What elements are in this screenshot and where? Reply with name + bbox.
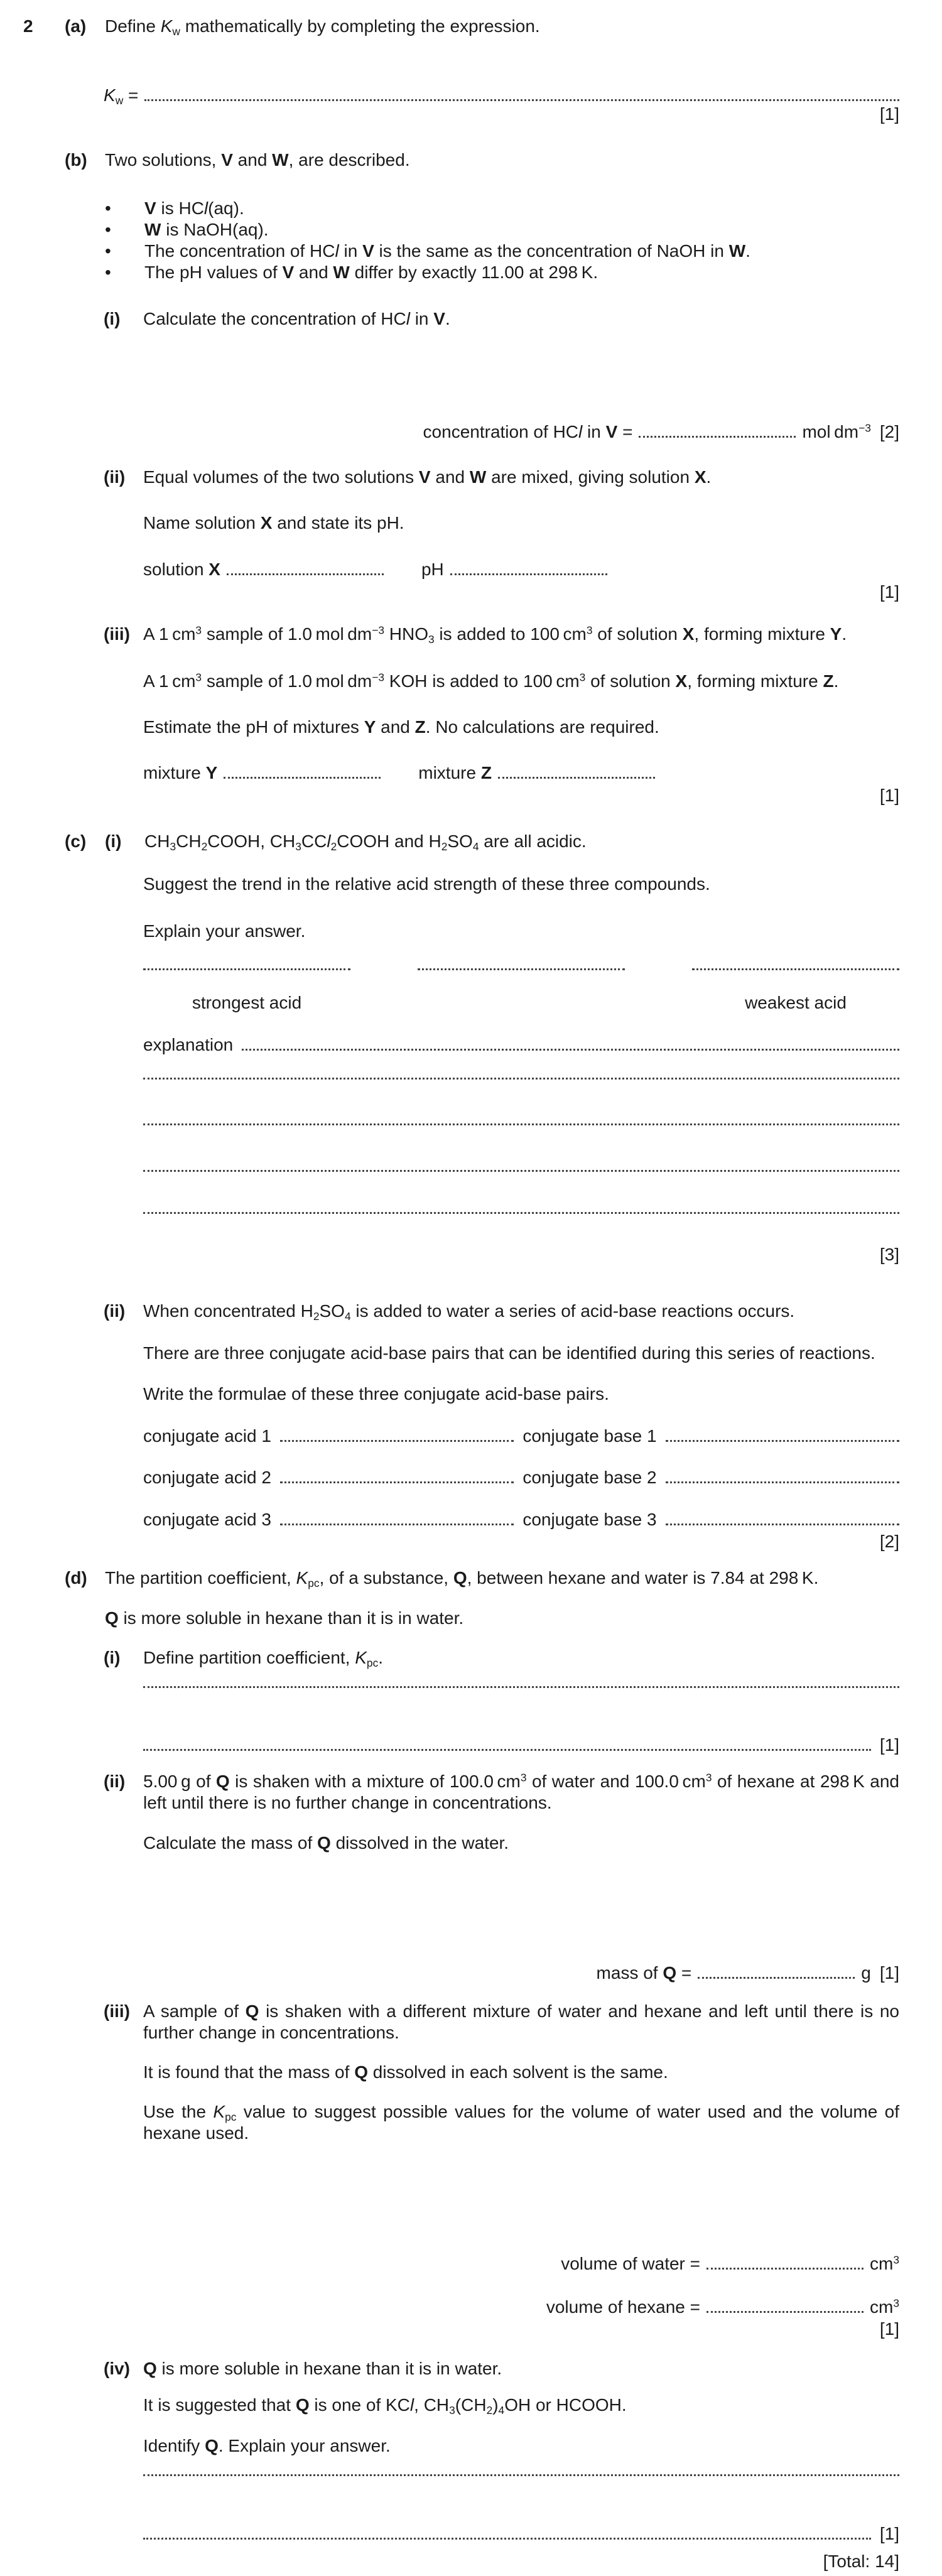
bullet-text: The concentration of HCl in V is the same as the concentration of NaOH in W. bbox=[144, 241, 750, 261]
mixture-answer-row bbox=[143, 762, 655, 784]
part-d-iv-line3-row bbox=[143, 2435, 391, 2457]
answer-dotted-line bbox=[498, 777, 655, 779]
answer-dotted-line bbox=[143, 1686, 899, 1688]
total-marks-row bbox=[823, 2551, 899, 2572]
answer-line-row bbox=[143, 1170, 899, 1171]
answer-dotted-line bbox=[224, 777, 381, 779]
part-c-i-compounds-row bbox=[65, 831, 587, 852]
part-c-i-prompt2: Explain your answer. bbox=[143, 921, 306, 941]
answer-dotted-line bbox=[143, 1078, 899, 1080]
explanation-row bbox=[143, 1034, 899, 1056]
answer-dotted-line bbox=[692, 968, 899, 970]
conjugate-pair-row bbox=[143, 1467, 899, 1488]
water-volume-prefix: volume of water = bbox=[561, 2254, 701, 2273]
part-d-iii-found: It is found that the mass of Q dissolved in each solvent is the same. bbox=[143, 2062, 668, 2082]
part-d-label: (d) bbox=[65, 1568, 87, 1588]
conjugate-base-label: conjugate base 2 bbox=[522, 1468, 657, 1487]
conjugate-acid-label: conjugate acid 2 bbox=[143, 1468, 271, 1487]
part-b-i-prompt: Calculate the concentration of HCl in V. bbox=[143, 309, 450, 328]
marks-row bbox=[880, 1531, 899, 1552]
answer-dotted-line bbox=[666, 1481, 899, 1483]
part-b-ii-prompt: Equal volumes of the two solutions V and W are mixed, giving solution X. bbox=[143, 467, 712, 487]
water-volume-answer-row bbox=[561, 2253, 899, 2275]
bullet-icon: • bbox=[105, 198, 111, 218]
answer-dotted-line bbox=[450, 573, 607, 575]
answer-line-row bbox=[143, 1686, 899, 1687]
part-d-ii-prompt: Calculate the mass of Q dissolved in the water. bbox=[143, 1833, 509, 1853]
marks-badge: [1] bbox=[879, 2319, 899, 2339]
answer-dotted-line bbox=[280, 1440, 514, 1442]
strongest-acid-label: strongest acid bbox=[192, 993, 302, 1012]
hexane-volume-unit: $cm^3$ bbox=[870, 2297, 899, 2317]
part-b-intro-row bbox=[65, 149, 410, 171]
water-volume-unit: $cm^3$ bbox=[870, 2253, 899, 2273]
part-b-i-label: (i) bbox=[104, 309, 121, 328]
part-b-iii-line1-row bbox=[104, 624, 847, 645]
part-d-iv-label: (iv) bbox=[104, 2359, 130, 2378]
mass-answer-unit: g bbox=[861, 1963, 871, 1983]
answer-dotted-line bbox=[144, 99, 899, 101]
bullet-text: The pH values of V and W differ by exactly 11.00 at 298 K. bbox=[144, 262, 598, 282]
conjugate-pair-row bbox=[143, 1426, 899, 1447]
bullet-icon: • bbox=[105, 241, 111, 261]
part-b-intro: Two solutions, V and W, are described. bbox=[105, 150, 410, 170]
answer-line-row bbox=[143, 2474, 899, 2476]
part-d-i-prompt-row bbox=[104, 1647, 383, 1669]
part-b-iii-label: (iii) bbox=[104, 624, 130, 644]
conjugate-pair-row bbox=[143, 1509, 899, 1530]
part-b-iii-prompt-row bbox=[143, 717, 659, 738]
marks-badge: [1] bbox=[879, 582, 899, 602]
bullet-item bbox=[105, 262, 598, 283]
part-d-iv-line1-row bbox=[104, 2358, 502, 2379]
bullet-text: W is NaOH(aq). bbox=[144, 220, 269, 239]
answer-dotted-line bbox=[706, 2311, 864, 2313]
part-d-ii-para-row bbox=[104, 1771, 899, 1814]
part-b-iii-line2-row bbox=[143, 671, 838, 692]
mass-answer-prefix: mass of Q = bbox=[596, 1963, 692, 1983]
part-c-i-label: (i) bbox=[105, 831, 122, 851]
part-d-iv-line1: Q is more soluble in hexane than it is in water. bbox=[143, 2359, 502, 2378]
part-c-i-prompt: Suggest the trend in the relative acid strength of these three compounds. bbox=[143, 874, 710, 894]
bullet-item bbox=[105, 219, 269, 241]
marks-badge: [1] bbox=[879, 104, 899, 124]
concentration-answer-prefix: concentration of HCl in V = bbox=[423, 422, 633, 441]
marks-badge: [1] bbox=[879, 786, 899, 805]
part-c-ii-line2: There are three conjugate acid-base pairs that can be identified during this series of reactions. bbox=[143, 1343, 875, 1363]
answer-line-marks-row bbox=[143, 2523, 899, 2545]
bullet-icon: • bbox=[105, 262, 111, 282]
answer-dotted-line bbox=[639, 436, 796, 438]
part-c-label: (c) bbox=[65, 831, 87, 851]
part-c-i-prompt2-row bbox=[143, 921, 305, 942]
answer-dotted-line bbox=[143, 1123, 899, 1125]
question-number: 2 bbox=[23, 16, 33, 36]
answer-dotted-line bbox=[418, 968, 625, 970]
total-marks-label: [Total: 14] bbox=[823, 2552, 899, 2571]
part-d-iii-para: A sample of Q is shaken with a different mixture of water and hexane and left until there is no further change in concentrations. bbox=[143, 2001, 899, 2042]
part-b-ii-label: (ii) bbox=[104, 467, 126, 487]
marks-badge: [1] bbox=[879, 1963, 899, 1983]
answer-line-marks-row bbox=[143, 1734, 899, 1756]
marks-badge: [2] bbox=[879, 1532, 899, 1551]
bullet-icon: • bbox=[105, 220, 111, 239]
bullet-item bbox=[105, 198, 244, 219]
part-b-i-prompt-row bbox=[104, 308, 450, 330]
mixture-z-label: mixture Z bbox=[418, 763, 492, 782]
part-b-iii-line1: A 1 $cm^3$ sample of 1.0 mol $dm^{-3}$ $HNO_3$ is added to 100 $cm^3$ of solution X, forming mixture Y. bbox=[143, 624, 847, 646]
part-b-ii-prompt-row bbox=[104, 467, 711, 488]
hexane-volume-prefix: volume of hexane = bbox=[546, 2297, 701, 2317]
answer-dotted-line bbox=[143, 1170, 899, 1172]
marks-badge: [2] bbox=[879, 422, 899, 441]
part-a-prompt: Define $K_w$ mathematically by completing the expression. bbox=[105, 16, 540, 38]
kw-answer-label: $K_w$ = bbox=[104, 85, 139, 107]
part-d-ii-para: 5.00 g of Q is shaken with a mixture of 100.0 $cm^3$ of water and 100.0 $cm^3$ of hexane at 298 K and left until there is no further change in concentrations. bbox=[143, 1771, 899, 1812]
part-b-ii-prompt2-row bbox=[143, 512, 404, 534]
marks-badge: [1] bbox=[879, 2524, 899, 2543]
answer-dotted-line bbox=[143, 968, 350, 970]
answer-dotted-line bbox=[143, 2474, 899, 2476]
concentration-answer-unit: mol $dm^{-3}$ bbox=[802, 421, 871, 441]
answer-dotted-line bbox=[698, 1977, 855, 1979]
part-b-iii-line2: A 1 $cm^3$ sample of 1.0 mol $dm^{-3}$ KOH is added to 100 $cm^3$ of solution X, forming mixture Z. bbox=[143, 671, 839, 691]
part-d-intro2: Q is more soluble in hexane than it is in water. bbox=[105, 1608, 464, 1628]
answer-line-row bbox=[143, 1212, 899, 1213]
part-d-iii-label: (iii) bbox=[104, 2001, 130, 2021]
part-d-iv-line2: It is suggested that Q is one of KCl, $CH_3(CH_2)_4OH$ or HCOOH. bbox=[143, 2395, 627, 2416]
answer-dotted-line bbox=[666, 1440, 899, 1442]
marks-badge: [3] bbox=[879, 1245, 899, 1264]
answer-dotted-line bbox=[280, 1481, 514, 1483]
part-c-ii-prompt-row bbox=[143, 1383, 609, 1405]
weakest-acid-label: weakest acid bbox=[745, 993, 847, 1012]
marks-row bbox=[880, 582, 899, 603]
answer-dotted-line bbox=[706, 2268, 864, 2270]
bullet-text: V is HCl(aq). bbox=[144, 198, 244, 218]
part-d-intro2-row bbox=[105, 1608, 463, 1629]
conjugate-base-label: conjugate base 1 bbox=[522, 1426, 657, 1446]
mass-answer-row bbox=[597, 1962, 899, 1984]
answer-dotted-line bbox=[227, 573, 384, 575]
part-a-label: (a) bbox=[65, 16, 87, 36]
marks-row bbox=[880, 104, 899, 125]
part-d-iii-found-row bbox=[143, 2062, 668, 2083]
answer-line-row bbox=[143, 1078, 899, 1079]
part-d-i-prompt: Define partition coefficient, $K_{pc}$. bbox=[143, 1648, 384, 1669]
marks-row bbox=[880, 2319, 899, 2340]
part-d-iv-line3: Identify Q. Explain your answer. bbox=[143, 2436, 391, 2455]
question-2a-prompt-row bbox=[23, 16, 540, 37]
part-c-ii-label: (ii) bbox=[104, 1301, 126, 1321]
kw-answer-row bbox=[104, 85, 899, 106]
conjugate-base-label: conjugate base 3 bbox=[522, 1510, 657, 1529]
part-d-intro-row bbox=[65, 1567, 818, 1589]
answer-dotted-line bbox=[143, 2538, 871, 2540]
part-d-ii-label: (ii) bbox=[104, 1772, 126, 1791]
solution-ph-answer-row bbox=[143, 559, 607, 580]
part-b-iii-prompt: Estimate the pH of mixtures Y and Z. No calculations are required. bbox=[143, 717, 659, 737]
answer-dotted-line bbox=[143, 1212, 899, 1214]
answer-dotted-line bbox=[666, 1523, 899, 1525]
part-d-iii-use-para: Use the $K_{pc}$ value to suggest possible values for the volume of water used and the volume of hexane used. bbox=[143, 2102, 899, 2143]
hexane-volume-answer-row bbox=[546, 2297, 899, 2318]
part-d-iv-line2-row bbox=[143, 2395, 627, 2416]
bullet-item bbox=[105, 241, 750, 262]
concentration-answer-row bbox=[423, 421, 899, 443]
part-d-i-label: (i) bbox=[104, 1648, 121, 1667]
answer-dotted-line bbox=[280, 1523, 514, 1525]
solution-x-label: solution X bbox=[143, 560, 220, 579]
part-d-intro1: The partition coefficient, $K_{pc}$, of a substance, Q, between hexane and water is 7.84 at 298 K. bbox=[105, 1568, 819, 1589]
marks-badge: [1] bbox=[879, 1735, 899, 1755]
part-d-ii-prompt-row bbox=[143, 1832, 509, 1854]
part-c-ii-prompt: Write the formulae of these three conjugate acid-base pairs. bbox=[143, 1384, 609, 1404]
explanation-label: explanation bbox=[143, 1035, 234, 1054]
marks-row bbox=[880, 1244, 899, 1265]
part-d-iii-para-row bbox=[104, 2001, 899, 2043]
acid-order-blanks-row bbox=[143, 968, 899, 970]
part-c-i-prompt-row bbox=[143, 874, 710, 895]
part-b-label: (b) bbox=[65, 150, 87, 170]
ph-label: pH bbox=[421, 560, 444, 579]
conjugate-acid-label: conjugate acid 3 bbox=[143, 1510, 271, 1529]
part-c-i-compounds: $CH_3CH_2COOH$, $CH_3CCl_2COOH$ and $H_2SO_4$ are all acidic. bbox=[144, 831, 587, 853]
part-c-ii-intro-row bbox=[104, 1301, 794, 1322]
conjugate-acid-label: conjugate acid 1 bbox=[143, 1426, 271, 1446]
mixture-y-label: mixture Y bbox=[143, 763, 218, 782]
part-b-ii-prompt2: Name solution X and state its pH. bbox=[143, 513, 404, 533]
answer-dotted-line bbox=[143, 1749, 871, 1751]
answer-line-row bbox=[143, 1123, 899, 1125]
marks-row bbox=[880, 785, 899, 806]
answer-dotted-line bbox=[242, 1049, 899, 1051]
part-c-ii-line2-row bbox=[143, 1343, 875, 1364]
part-c-ii-intro: When concentrated $H_2SO_4$ is added to water a series of acid-base reactions occurs. bbox=[143, 1301, 795, 1323]
